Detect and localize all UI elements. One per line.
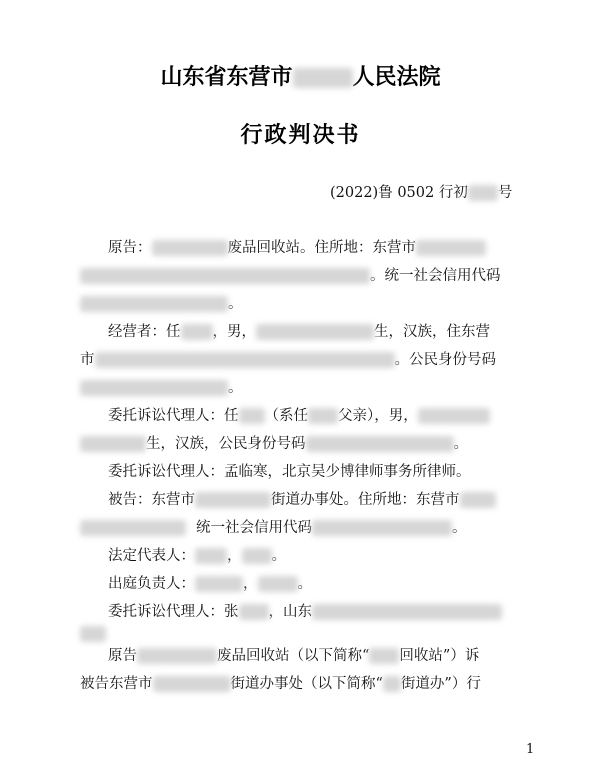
- para2-end: 街道办”）行: [400, 676, 481, 692]
- agent3-line-1: [108, 602, 502, 622]
- defendant-credit-label: 统一社会信用代码: [196, 520, 312, 536]
- redaction-block: [80, 626, 106, 642]
- legal-rep-line: [108, 546, 286, 566]
- redaction-block: [418, 408, 490, 424]
- redaction-block: [306, 436, 454, 452]
- redaction-block: [195, 548, 227, 564]
- agent1-label: 委托诉讼代理人：任: [108, 408, 239, 424]
- legal-rep-end: 。: [271, 548, 286, 564]
- redaction-block: [308, 408, 338, 424]
- case-number-prefix: (2022)鲁 0502 行初: [330, 185, 468, 201]
- case-number: [330, 181, 512, 202]
- paragraph-line-2: [80, 674, 481, 694]
- redaction-block: [95, 352, 395, 368]
- agent1-end: 。: [453, 436, 468, 452]
- court-rep-sep: ，: [243, 576, 258, 592]
- para1-end: 回收站”）诉: [399, 648, 480, 664]
- operator-line-3: [80, 378, 243, 398]
- defendant-label: 被告：东营市: [108, 492, 195, 508]
- agent3-label: 委托诉讼代理人：张: [108, 604, 239, 620]
- redaction-block: [80, 380, 228, 396]
- court-rep-end: 。: [297, 576, 312, 592]
- plaintiff-line-3: [80, 294, 243, 314]
- legal-rep-sep: ，: [227, 548, 242, 564]
- redaction-block: [258, 576, 298, 592]
- redaction-block: [242, 548, 272, 564]
- court-name: [0, 60, 601, 91]
- redaction-block: [137, 648, 217, 664]
- redaction-block: [312, 520, 452, 536]
- defendant-line-2: [80, 518, 467, 538]
- operator-line-1: [108, 322, 490, 342]
- plaintiff-line-1: [108, 238, 486, 258]
- agent3-line-2: [80, 624, 106, 644]
- agent1-line-1: [108, 406, 490, 426]
- plaintiff-name-suffix: 废品回收站。住所地：东营市: [227, 240, 416, 256]
- agent3-mid: ，山东: [268, 604, 312, 620]
- agent1-relation: 父亲），男，: [338, 408, 418, 424]
- redaction-block: [239, 408, 265, 424]
- operator-line-2: [80, 350, 496, 370]
- redaction-block: [152, 240, 228, 256]
- redaction-block: [153, 676, 231, 692]
- redaction-block: [369, 648, 399, 664]
- agent1-mid: （系任: [264, 408, 308, 424]
- case-number-suffix: 号: [497, 185, 513, 201]
- court-name-prefix: 山东省东营市: [160, 64, 293, 90]
- court-name-suffix: 人民法院: [352, 64, 441, 90]
- court-rep-line: [108, 574, 312, 594]
- para2-mid: 街道办事处（以下简称“: [230, 676, 383, 692]
- defendant-line-1: [108, 490, 496, 510]
- para1-mid: 废品回收站（以下简称“: [217, 648, 370, 664]
- court-rep-label: 出庭负责人：: [108, 576, 195, 592]
- operator-end: 。: [228, 380, 243, 396]
- plaintiff-label: 原告：: [108, 240, 152, 256]
- redaction-block: [80, 296, 228, 312]
- redaction-block: [468, 185, 498, 201]
- redaction-block: [416, 240, 486, 256]
- redaction-block: [80, 436, 146, 452]
- agent2-line: 委托诉讼代理人：孟临寒，北京吴少博律师事务所律师。: [108, 464, 471, 480]
- redaction-block: [312, 604, 502, 620]
- redaction-block: [195, 576, 243, 592]
- redaction-block: [195, 492, 271, 508]
- redaction-block: [293, 68, 353, 88]
- operator-addr-prefix: 市: [80, 352, 95, 368]
- defendant-mid: 街道办事处。住所地：东营市: [271, 492, 460, 508]
- operator-label: 经营者：任: [108, 324, 181, 340]
- redaction-block: [239, 604, 269, 620]
- paragraph-line-1: [108, 646, 479, 666]
- para1-start: 原告: [108, 648, 137, 664]
- redaction-block: [80, 520, 186, 536]
- page-number: 1: [526, 742, 535, 757]
- plaintiff-line-2: [80, 266, 501, 286]
- operator-gender: ，男，: [212, 324, 256, 340]
- redaction-block: [383, 676, 401, 692]
- defendant-end: 。: [452, 520, 467, 536]
- redaction-block: [256, 324, 374, 340]
- para2-start: 被告东营市: [80, 676, 153, 692]
- redaction-block: [80, 268, 370, 284]
- plaintiff-credit-label: 。统一社会信用代码: [370, 268, 501, 284]
- agent1-info: 生，汉族，公民身份号码: [146, 436, 306, 452]
- legal-rep-label: 法定代表人：: [108, 548, 195, 564]
- agent1-line-2: [80, 434, 468, 454]
- redaction-block: [460, 492, 496, 508]
- plaintiff-end: 。: [228, 296, 243, 312]
- document-type-title: 行政判决书: [240, 122, 361, 148]
- operator-info: 生，汉族，住东营: [374, 324, 490, 340]
- redaction-block: [181, 324, 213, 340]
- operator-id-label: 。公民身份号码: [394, 352, 496, 368]
